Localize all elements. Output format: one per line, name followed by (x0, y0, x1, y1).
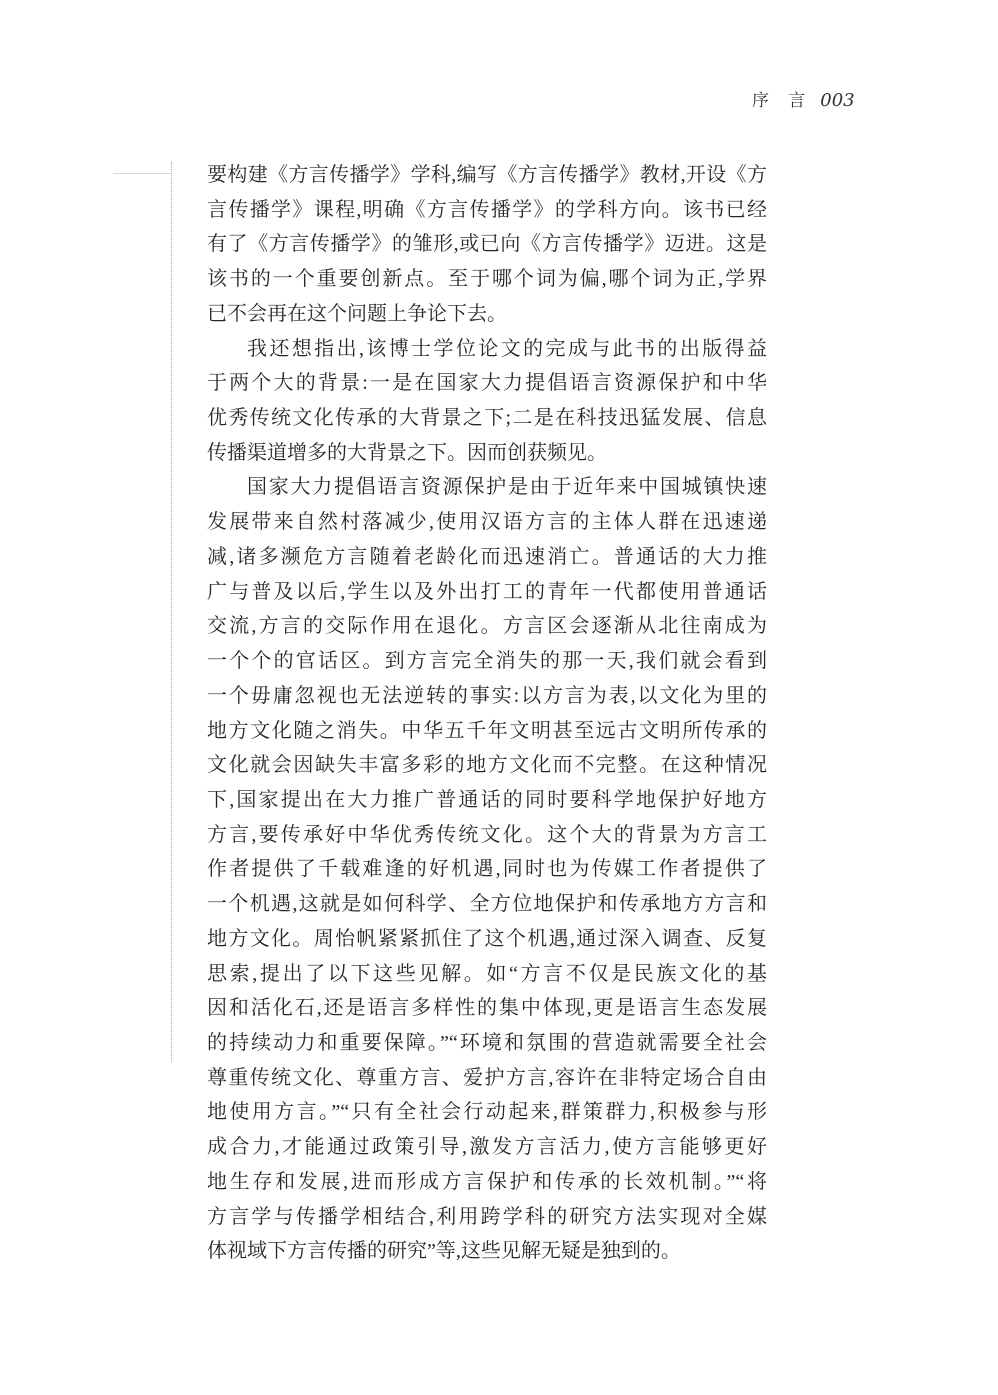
text-line: 作者提供了千载难逢的好机遇,同时也为传媒工作者提供了 (207, 858, 767, 881)
page-header (752, 88, 855, 114)
text-line: 发展带来自然村落减少,使用汉语方言的主体人群在迅速递 (207, 511, 767, 534)
text-line: 于两个大的背景:一是在国家大力提倡语言资源保护和中华 (207, 372, 767, 395)
margin-tick (113, 173, 171, 174)
section-title: 序 言 (752, 91, 808, 110)
text-line: 文化就会因缺失丰富多彩的地方文化而不完整。在这种情况 (207, 754, 767, 777)
text-line: 有了《方言传播学》的雏形,或已向《方言传播学》迈进。这是 (207, 233, 767, 256)
text-line: 成合力,才能通过政策引导,激发方言活力,使方言能够更好 (207, 1136, 767, 1159)
text-line: 地方文化。周怡帆紧紧抓住了这个机遇,通过深入调查、反复 (207, 927, 767, 950)
page-number: 003 (820, 90, 855, 111)
text-line: 方言学与传播学相结合,利用跨学科的研究方法实现对全媒 (207, 1205, 767, 1228)
text-line: 的持续动力和重要保障。”“环境和氛围的营造就需要全社会 (207, 1031, 767, 1054)
text-line: 尊重传统文化、尊重方言、爱护方言,容许在非特定场合自由 (207, 1066, 767, 1089)
text-line: 减,诸多濒危方言随着老龄化而迅速消亡。普通话的大力推 (207, 545, 767, 568)
text-line: 思索,提出了以下这些见解。如“方言不仅是民族文化的基 (207, 962, 767, 985)
text-line: 我还想指出,该博士学位论文的完成与此书的出版得益 (247, 337, 767, 360)
text-line: 一个毋庸忽视也无法逆转的事实:以方言为表,以文化为里的 (207, 684, 767, 707)
text-line: 国家大力提倡语言资源保护是由于近年来中国城镇快速 (247, 476, 767, 499)
text-line: 方言,要传承好中华优秀传统文化。这个大的背景为方言工 (207, 823, 767, 846)
text-line: 下,国家提出在大力推广普通话的同时要科学地保护好地方 (207, 788, 767, 811)
margin-rule (171, 162, 172, 1062)
text-line: 传播渠道增多的大背景之下。因而创获频见。 (207, 441, 607, 464)
text-line: 体视域下方言传播的研究”等,这些见解无疑是独到的。 (207, 1240, 681, 1263)
text-line: 一个个的官话区。到方言完全消失的那一天,我们就会看到 (207, 650, 767, 673)
text-line: 已不会再在这个问题上争论下去。 (207, 302, 507, 325)
text-line: 地使用方言。”“只有全社会行动起来,群策群力,积极参与形 (207, 1101, 767, 1124)
text-line: 交流,方言的交际作用在退化。方言区会逐渐从北往南成为 (207, 615, 767, 638)
text-line: 要构建《方言传播学》学科,编写《方言传播学》教材,开设《方 (207, 164, 767, 186)
text-line: 优秀传统文化传承的大背景之下;二是在科技迅猛发展、信息 (207, 407, 767, 430)
text-line: 因和活化石,还是语言多样性的集中体现,更是语言生态发展 (207, 997, 767, 1020)
body-text (207, 158, 767, 1269)
text-line: 广与普及以后,学生以及外出打工的青年一代都使用普通话 (207, 580, 767, 603)
text-line: 地生存和发展,进而形成方言保护和传承的长效机制。”“将 (207, 1170, 767, 1193)
text-line: 该书的一个重要创新点。至于哪个词为偏,哪个词为正,学界 (207, 268, 767, 291)
text-line: 一个机遇,这就是如何科学、全方位地保护和传承地方方言和 (207, 893, 767, 916)
text-line: 言传播学》课程,明确《方言传播学》的学科方向。该书已经 (207, 198, 767, 221)
text-line: 地方文化随之消失。中华五千年文明甚至远古文明所传承的 (207, 719, 767, 742)
